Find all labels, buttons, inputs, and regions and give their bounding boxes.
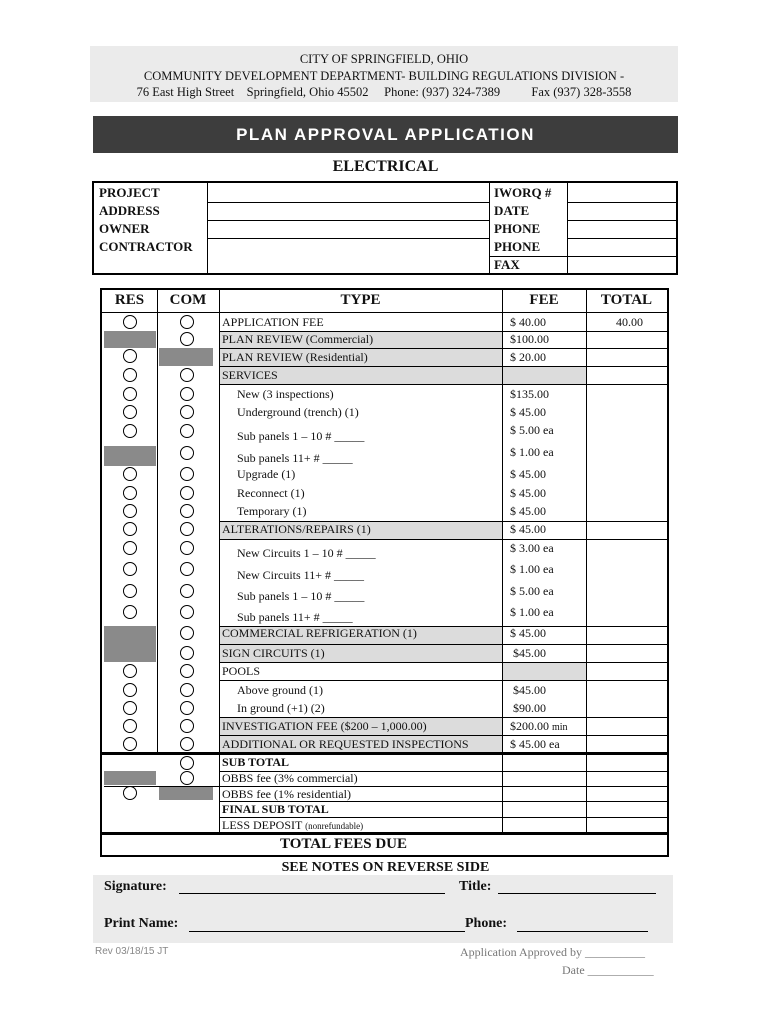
application-fee-total: 40.00 <box>616 315 643 329</box>
iworq-label: IWORQ # <box>494 185 552 200</box>
row-type: Sub panels 1 – 10 # _____ <box>237 429 365 443</box>
com-radio[interactable] <box>180 486 194 500</box>
owner-label: OWNER <box>99 221 150 236</box>
row-rule <box>219 644 667 645</box>
res-radio[interactable] <box>123 368 137 382</box>
info-rule <box>567 220 676 221</box>
res-radio[interactable] <box>123 584 137 598</box>
com-radio[interactable] <box>180 771 194 785</box>
row-type: INVESTIGATION FEE ($200 – 1,000.00) <box>222 719 427 733</box>
info-rule <box>207 238 489 239</box>
row-type: Upgrade (1) <box>237 467 296 481</box>
row-type: Underground (trench) (1) <box>237 405 359 419</box>
obbs-commercial-label: OBBS fee (3% commercial) <box>222 771 358 785</box>
col-com: COM <box>169 292 207 308</box>
col-fee: FEE <box>529 292 559 308</box>
sub-total-label: SUB TOTAL <box>222 755 290 769</box>
total-fees-due-label: TOTAL FEES DUE <box>280 836 407 852</box>
row-type: SERVICES <box>222 368 278 382</box>
res-radio[interactable] <box>123 786 137 800</box>
info-rule <box>567 256 676 257</box>
row-type: New Circuits 11+ # _____ <box>237 568 364 582</box>
col-divider <box>586 290 587 832</box>
disabled-cell <box>104 446 156 466</box>
res-radio[interactable] <box>123 719 137 733</box>
row-type: Sub panels 1 – 10 # _____ <box>237 589 365 603</box>
signature-line[interactable] <box>179 893 445 894</box>
com-radio[interactable] <box>180 626 194 640</box>
com-radio[interactable] <box>180 664 194 678</box>
row-fee: $ 5.00 ea <box>510 423 554 437</box>
row-type: SIGN CIRCUITS (1) <box>222 646 325 660</box>
row-fee: $ 40.00 <box>510 315 546 329</box>
fee-table <box>100 288 669 857</box>
address-label: ADDRESS <box>99 203 160 218</box>
row-type: PLAN REVIEW (Residential) <box>222 350 368 364</box>
row-fee: $ 45.00 <box>510 405 546 419</box>
reverse-side-note: SEE NOTES ON REVERSE SIDE <box>281 860 490 875</box>
approved-by: Application Approved by __________ <box>460 945 645 959</box>
total-rule <box>102 832 667 835</box>
com-radio[interactable] <box>180 424 194 438</box>
row-type: Sub panels 11+ # _____ <box>237 610 353 624</box>
nonrefundable-note: (nonrefundable) <box>305 821 364 831</box>
info-divider <box>567 183 568 273</box>
row-fee: $ 45.00 ea <box>510 737 560 751</box>
res-radio[interactable] <box>123 424 137 438</box>
disabled-cell <box>159 348 213 366</box>
row-type: APPLICATION FEE <box>222 315 324 329</box>
res-radio[interactable] <box>123 701 137 715</box>
less-deposit-label <box>222 818 363 833</box>
com-radio[interactable] <box>180 683 194 697</box>
contractor-label: CONTRACTOR <box>99 239 193 254</box>
row-fee: $ 20.00 <box>510 350 546 364</box>
com-radio[interactable] <box>180 584 194 598</box>
row-type: In ground (+1) (2) <box>237 701 325 715</box>
subtotal-rule <box>102 752 667 755</box>
row-type: ALTERATIONS/REPAIRS (1) <box>222 522 371 536</box>
col-total: TOTAL <box>600 292 653 308</box>
row-rule <box>219 680 667 681</box>
date-label: DATE <box>494 203 530 218</box>
row-rule <box>104 786 219 787</box>
header-line-3 <box>90 84 678 101</box>
print-name-line[interactable] <box>189 931 465 932</box>
row-type: Reconnect (1) <box>237 486 305 500</box>
row-rule <box>219 735 667 736</box>
row-rule <box>219 366 667 367</box>
project-info-table <box>92 181 678 275</box>
row-fee: $100.00 <box>510 332 549 346</box>
fax-label: FAX <box>494 257 520 272</box>
row-fee: $ 45.00 <box>510 504 546 518</box>
com-radio[interactable] <box>180 405 194 419</box>
res-radio[interactable] <box>123 541 137 555</box>
com-radio[interactable] <box>180 719 194 733</box>
info-rule <box>207 202 489 203</box>
less-deposit-text: LESS DEPOSIT <box>222 818 303 832</box>
res-radio[interactable] <box>123 664 137 678</box>
res-radio[interactable] <box>123 486 137 500</box>
signature-label: Signature: <box>104 879 167 894</box>
disabled-cell <box>159 786 213 800</box>
res-radio[interactable] <box>123 387 137 401</box>
info-rule <box>567 202 676 203</box>
row-fee: $ 1.00 ea <box>510 605 554 619</box>
row-type: New Circuits 1 – 10 # _____ <box>237 546 376 560</box>
row-type: PLAN REVIEW (Commercial) <box>222 332 374 346</box>
row-fee: $ 1.00 ea <box>510 445 554 459</box>
col-divider <box>219 290 220 832</box>
city-header <box>90 46 678 102</box>
row-fee: $ 3.00 ea <box>510 541 554 555</box>
com-radio[interactable] <box>180 737 194 751</box>
row-fee: $ 1.00 ea <box>510 562 554 576</box>
row-type: COMMERCIAL REFRIGERATION (1) <box>222 626 417 640</box>
row-type: POOLS <box>222 664 261 678</box>
com-radio[interactable] <box>180 446 194 460</box>
res-radio[interactable] <box>123 504 137 518</box>
com-radio[interactable] <box>180 368 194 382</box>
res-radio[interactable] <box>123 405 137 419</box>
form-title: PLAN APPROVAL APPLICATION <box>93 116 678 153</box>
header-fax: Fax (937) 328-3558 <box>531 85 632 99</box>
signature-block <box>93 875 673 943</box>
com-radio[interactable] <box>180 332 194 346</box>
com-radio[interactable] <box>180 315 194 329</box>
row-rule <box>219 384 667 385</box>
disabled-cell <box>104 644 156 662</box>
com-radio[interactable] <box>180 562 194 576</box>
com-radio[interactable] <box>180 522 194 536</box>
obbs-residential-label: OBBS fee (1% residential) <box>222 787 351 801</box>
fee-amount: $200.00 <box>510 719 549 733</box>
info-divider <box>489 183 490 273</box>
col-divider <box>502 290 503 832</box>
row-fee: $ 5.00 ea <box>510 584 554 598</box>
disabled-cell <box>104 331 156 348</box>
row-rule <box>219 539 667 540</box>
row-fee: $135.00 <box>510 387 549 401</box>
row-fee: $45.00 <box>513 646 546 660</box>
row-type: Sub panels 11+ # _____ <box>237 451 353 465</box>
com-radio[interactable] <box>180 387 194 401</box>
project-label: PROJECT <box>99 185 160 200</box>
form-subtitle: ELECTRICAL <box>332 158 439 175</box>
row-fee: $ 45.00 <box>510 467 546 481</box>
col-res: RES <box>114 292 145 308</box>
header-line-2: COMMUNITY DEVELOPMENT DEPARTMENT- BUILDING REGULATIONS DIVISION - <box>143 68 625 83</box>
row-shade <box>502 662 586 680</box>
row-rule <box>219 662 667 663</box>
com-radio[interactable] <box>180 701 194 715</box>
row-type: ADDITIONAL OR REQUESTED INSPECTIONS <box>222 737 469 751</box>
row-fee <box>510 719 568 734</box>
phone-label: Phone: <box>465 916 507 931</box>
col-divider <box>157 290 158 753</box>
res-radio[interactable] <box>123 562 137 576</box>
row-rule <box>219 717 667 718</box>
header-line-1: CITY OF SPRINGFIELD, OHIO <box>299 52 469 66</box>
header-rule <box>102 312 667 313</box>
row-fee: $ 45.00 <box>510 486 546 500</box>
row-fee: $ 45.00 <box>510 626 546 640</box>
row-fee: $90.00 <box>513 701 546 715</box>
phone-line[interactable] <box>517 931 648 932</box>
row-type: New (3 inspections) <box>237 387 334 401</box>
com-radio[interactable] <box>180 467 194 481</box>
res-radio[interactable] <box>123 315 137 329</box>
final-sub-total-label: FINAL SUB TOTAL <box>222 802 329 816</box>
com-radio[interactable] <box>180 646 194 660</box>
title-line[interactable] <box>498 893 656 894</box>
disabled-cell <box>104 626 156 644</box>
col-type: TYPE <box>340 292 381 308</box>
info-rule <box>207 220 489 221</box>
phone-label: PHONE <box>494 221 541 236</box>
row-fee: $ 45.00 <box>510 522 546 536</box>
row-type: Above ground (1) <box>237 683 323 697</box>
header-address: 76 East High Street <box>136 85 235 99</box>
com-radio[interactable] <box>180 504 194 518</box>
com-radio[interactable] <box>180 756 194 770</box>
res-radio[interactable] <box>123 605 137 619</box>
row-type: Temporary (1) <box>237 504 307 518</box>
com-radio[interactable] <box>180 541 194 555</box>
row-fee: $45.00 <box>513 683 546 697</box>
res-radio[interactable] <box>123 522 137 536</box>
res-radio[interactable] <box>123 737 137 751</box>
header-phone: Phone: (937) 324-7389 <box>384 85 501 99</box>
com-radio[interactable] <box>180 605 194 619</box>
res-radio[interactable] <box>123 467 137 481</box>
header-city: Springfield, Ohio 45502 <box>246 85 369 99</box>
fee-min: min <box>552 722 568 733</box>
res-radio[interactable] <box>123 683 137 697</box>
title-label: Title: <box>459 879 492 894</box>
approval-date: Date ___________ <box>562 963 654 977</box>
row-shade <box>502 366 586 384</box>
disabled-cell <box>104 771 156 785</box>
info-rule <box>567 238 676 239</box>
revision-note: Rev 03/18/15 JT <box>95 946 169 957</box>
phone-label-2: PHONE <box>494 239 541 254</box>
print-name-label: Print Name: <box>104 916 179 931</box>
info-divider <box>207 183 208 273</box>
row-rule <box>219 348 667 349</box>
res-radio[interactable] <box>123 349 137 363</box>
